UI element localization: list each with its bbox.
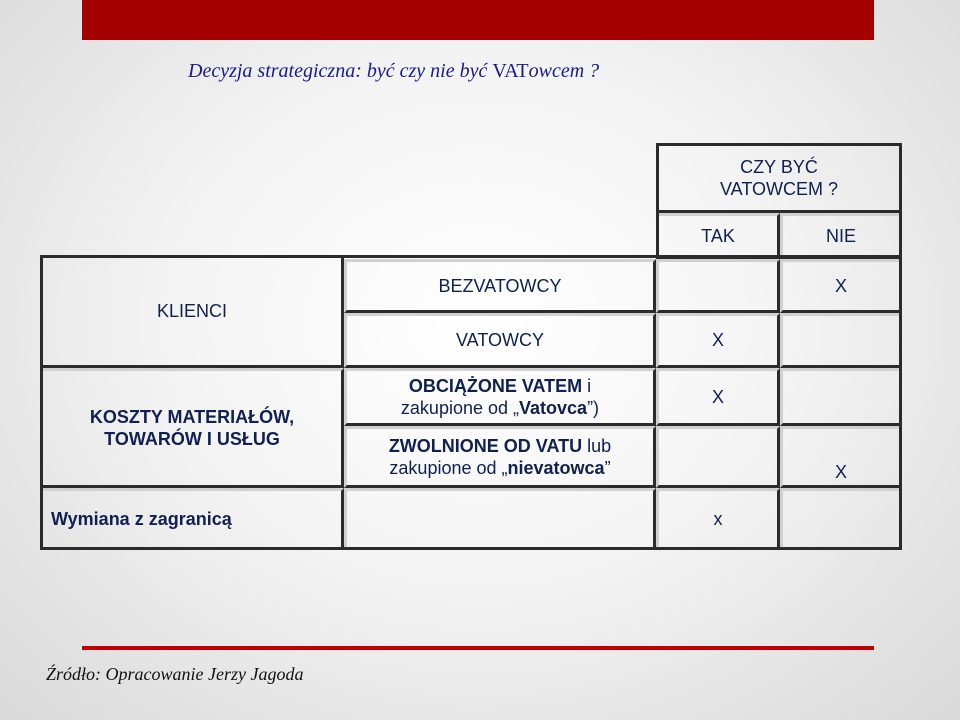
klienci-label: KLIENCI: [40, 255, 344, 368]
obciazone-bold: OBCIĄŻONE VATEM: [408, 375, 583, 396]
zwolnione-bold: ZWOLNIONE OD VATU: [388, 435, 583, 456]
top-bar: [82, 0, 874, 40]
title-part-3: owcem ?: [528, 60, 600, 82]
zwolnione-label: ZWOLNIONE OD VATU lub zakupione od „nievatowca”: [344, 426, 656, 488]
header-question: CZY BYĆ VATOWCEM ?: [656, 143, 902, 213]
nievatowca-text: nievatowca: [507, 458, 605, 478]
bottom-rule: [82, 646, 874, 650]
bezvatowcy-nie: X: [780, 259, 902, 313]
slide-title: [188, 60, 599, 83]
table-frame-main: [40, 255, 902, 550]
title-part-2: VAT: [492, 60, 529, 82]
source-note: Źródło: Opracowanie Jerzy Jagoda: [46, 664, 304, 684]
vatowcy-label: VATOWCY: [344, 313, 656, 368]
header-nie: NIE: [780, 213, 902, 259]
zwolnione-nie: X: [780, 426, 902, 488]
obciazone-tak: X: [656, 368, 780, 426]
table-frame-header: [656, 143, 902, 259]
bezvatowcy-label: BEZVATOWCY: [344, 259, 656, 313]
vatowcy-tak: X: [656, 313, 780, 368]
wymiana-tak: x: [656, 488, 780, 550]
title-part-1: Decyzja strategiczna: być czy nie być: [188, 60, 493, 82]
koszty-label: KOSZTY MATERIAŁÓW, TOWARÓW I USŁUG: [40, 368, 344, 488]
obciazone-label: OBCIĄŻONE VATEM i zakupione od „Vatovca”): [344, 368, 656, 426]
wymiana-label: Wymiana z zagranicą: [40, 488, 344, 550]
vatovca-text: Vatovca: [519, 398, 588, 418]
header-tak: TAK: [656, 213, 780, 259]
